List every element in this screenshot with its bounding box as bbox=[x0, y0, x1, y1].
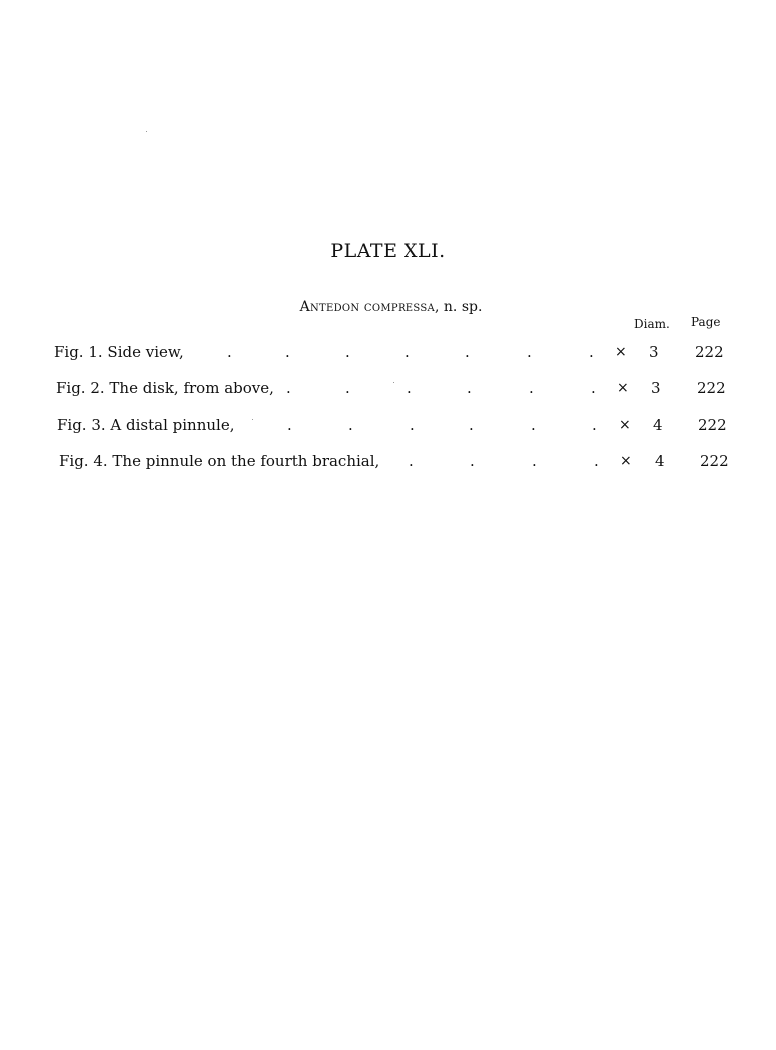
column-header-diam: Diam. bbox=[634, 317, 670, 331]
paper-speck bbox=[393, 382, 394, 383]
leader-dot: . bbox=[531, 416, 536, 434]
times-sign: × bbox=[617, 380, 629, 396]
species-name bbox=[0, 299, 776, 315]
leader-dot: . bbox=[407, 379, 412, 397]
figure-page: 222 bbox=[695, 343, 724, 361]
leader-dot: . bbox=[589, 343, 594, 361]
leader-dot: . bbox=[345, 343, 350, 361]
column-header-page: Page bbox=[691, 315, 721, 329]
leader-dot: . bbox=[348, 416, 353, 434]
leader-dot: . bbox=[591, 379, 596, 397]
leader-dot: . bbox=[532, 452, 537, 470]
figure-row bbox=[0, 416, 776, 438]
figure-page: 222 bbox=[698, 416, 727, 434]
leader-dot: . bbox=[345, 379, 350, 397]
leader-dot: . bbox=[410, 416, 415, 434]
species-epithet: compressa bbox=[363, 299, 436, 315]
figure-page: 222 bbox=[700, 452, 729, 470]
times-sign: × bbox=[615, 344, 627, 360]
figure-label: Fig. 3. A distal pinnule, bbox=[57, 416, 235, 434]
leader-dot: . bbox=[592, 416, 597, 434]
figure-page: 222 bbox=[697, 379, 726, 397]
leader-dot: . bbox=[409, 452, 414, 470]
leader-dot: . bbox=[227, 343, 232, 361]
figure-diam: 4 bbox=[653, 416, 663, 434]
plate-title: PLATE XLI. bbox=[330, 240, 446, 262]
figure-row bbox=[0, 343, 776, 365]
figure-row bbox=[0, 379, 776, 401]
leader-dot: . bbox=[405, 343, 410, 361]
figure-label: Fig. 2. The disk, from above, bbox=[56, 379, 274, 397]
paper-speck bbox=[146, 131, 147, 132]
leader-dot: . bbox=[529, 379, 534, 397]
species-genus: Antedon bbox=[299, 299, 360, 315]
paper-speck bbox=[252, 419, 253, 420]
species-suffix: , n. sp. bbox=[435, 299, 483, 315]
figure-diam: 3 bbox=[651, 379, 661, 397]
times-sign: × bbox=[620, 453, 632, 469]
leader-dot: . bbox=[594, 452, 599, 470]
figure-label: Fig. 1. Side view, bbox=[54, 343, 184, 361]
leader-dot: . bbox=[470, 452, 475, 470]
figure-diam: 3 bbox=[649, 343, 659, 361]
leader-dot: . bbox=[286, 379, 291, 397]
leader-dot: . bbox=[465, 343, 470, 361]
leader-dot: . bbox=[287, 416, 292, 434]
leader-dot: . bbox=[469, 416, 474, 434]
leader-dot: . bbox=[467, 379, 472, 397]
figure-label: Fig. 4. The pinnule on the fourth brachial, bbox=[59, 452, 380, 470]
figure-row bbox=[0, 452, 776, 474]
times-sign: × bbox=[619, 417, 631, 433]
leader-dot: . bbox=[527, 343, 532, 361]
figure-diam: 4 bbox=[655, 452, 665, 470]
leader-dot: . bbox=[285, 343, 290, 361]
